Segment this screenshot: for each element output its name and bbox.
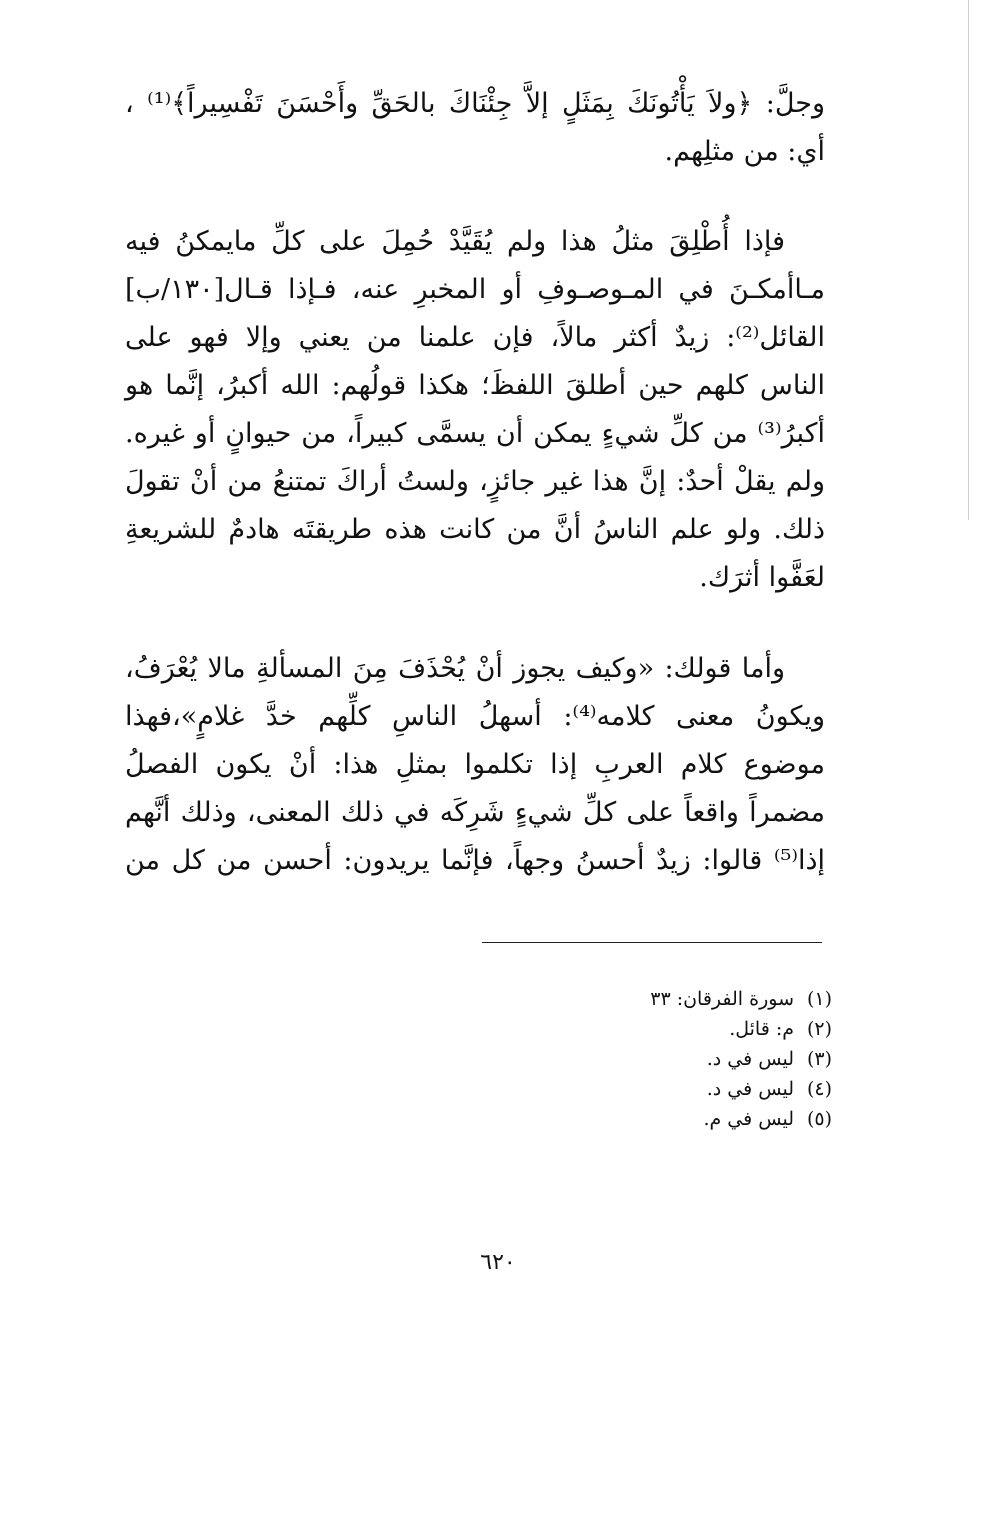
footnote-item bbox=[480, 1044, 832, 1074]
scan-edge-line bbox=[968, 0, 969, 520]
footnote-number: (٢) bbox=[806, 1018, 832, 1040]
text-line: ذلك. ولو علم الناسُ أنَّ من كانت هذه طريقتَه هادمٌ للشريعةِ bbox=[125, 514, 825, 545]
footnotes bbox=[480, 984, 832, 1134]
footnote-number: (٣) bbox=[806, 1048, 832, 1070]
text-line: ويكونُ معنى كلامه⁽⁴⁾: أسهلُ الناسِ كلِّهم خدَّ غلامٍ»،فهذا bbox=[125, 701, 825, 732]
paragraph-2 bbox=[125, 218, 825, 602]
footnote-number: (١) bbox=[806, 988, 832, 1010]
text-line: فإذا أُطْلِقَ مثلُ هذا ولم يُقَيَّدْ حُمِلَ على كلِّ مايمكنُ فيه bbox=[125, 226, 785, 257]
footnote-text: ليس في م. bbox=[703, 1108, 794, 1130]
footnote-text: سورة الفرقان: ٣٣ bbox=[650, 988, 794, 1010]
text-line: مـاأمكـنَ في المـوصـوفِ أو المخبرِ عنه، فـإذا قـال[١٣٠/ب] bbox=[125, 274, 825, 305]
footnote-text: ليس في د. bbox=[706, 1048, 794, 1070]
paragraph-3 bbox=[125, 645, 825, 885]
footnote-text: م: قائل. bbox=[729, 1018, 794, 1040]
text-line: وجلَّ: ﴿ولاَ يَأْتُونَكَ بِمَثَلٍ إلاَّ جِئْنَاكَ بالحَقِّ وأَحْسَنَ تَفْسِيراً﴾⁽¹⁾ ، bbox=[125, 88, 825, 119]
text-line: مضمراً واقعاً على كلِّ شيءٍ شَرِكَه في ذلك المعنى، وذلك أنَّهم bbox=[125, 797, 825, 828]
paragraph-1 bbox=[125, 80, 825, 176]
text-line: ولم يقلْ أحدٌ: إنَّ هذا غير جائزٍ، ولستُ أراكَ تمتنعُ من أنْ تقولَ bbox=[125, 466, 825, 497]
text-line: لعَفَّوا أثرَك. bbox=[699, 562, 825, 593]
footnote-separator bbox=[482, 942, 822, 943]
footnote-item bbox=[480, 1014, 832, 1044]
text-line: موضوع كلام العربِ إذا تكلموا بمثلِ هذا: أنْ يكون الفصلُ bbox=[125, 749, 825, 780]
text-line: أكبرُ⁽³⁾ من كلِّ شيءٍ يمكن أن يسمَّى كبيراً، من حيوانٍ أو غيره. bbox=[125, 418, 825, 449]
footnote-item bbox=[480, 1104, 832, 1134]
footnote-text: ليس في د. bbox=[706, 1078, 794, 1100]
text-line: إذا⁽⁵⁾ قالوا: زيدٌ أحسنُ وجهاً، فإنَّما يريدون: أحسن من كل من bbox=[125, 845, 825, 876]
footnote-number: (٥) bbox=[806, 1108, 832, 1130]
text-line: الناس كلهم حين أطلقَ اللفظَ؛ هكذا قولُهم: الله أكبرُ، إنَّما هو bbox=[125, 370, 825, 401]
page-number: ٦٢٠ bbox=[480, 1250, 516, 1275]
text-line: وأما قولك: «وكيف يجوز أنْ يُحْذَفَ مِنَ المسألةِ مالا يُعْرَفُ، bbox=[125, 653, 785, 684]
footnote-number: (٤) bbox=[806, 1078, 832, 1100]
text-line: أي: من مثلِهم. bbox=[664, 136, 825, 167]
text-line: القائل⁽²⁾: زيدٌ أكثر مالاً، فإن علمنا من يعني وإلا فهو على bbox=[125, 322, 825, 353]
footnote-item bbox=[480, 1074, 832, 1104]
footnote-item bbox=[480, 984, 832, 1014]
